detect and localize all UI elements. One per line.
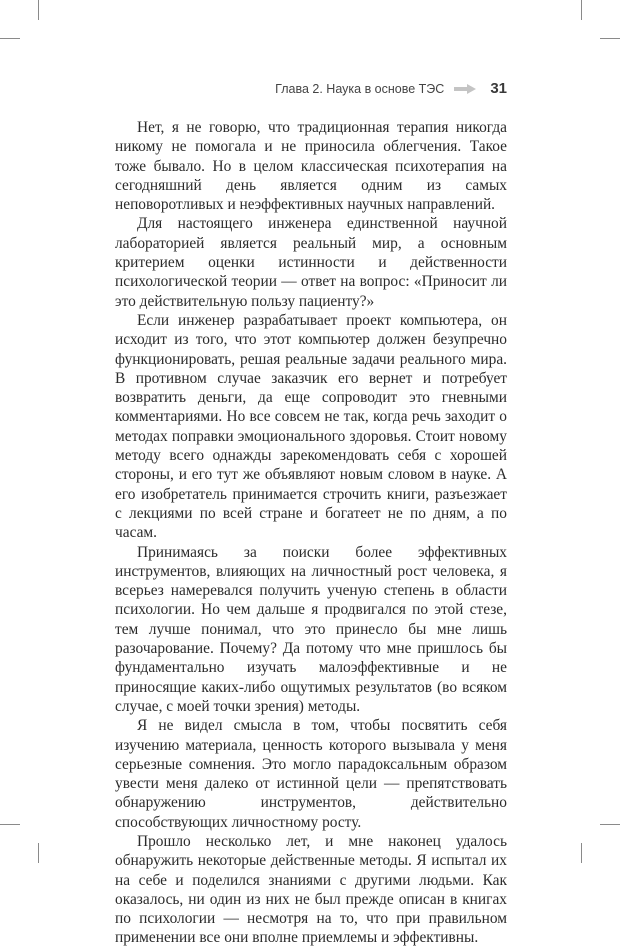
crop-mark — [581, 843, 582, 863]
page-number: 31 — [490, 80, 507, 97]
paragraph: Если инженер разрабатывает проект компьютера, он исходит из того, что этот компьютер должен безупречно функционировать, решая реальные задачи реального мира. В противном случае заказчик его вернет и потребует возвратить деньги, да еще сопроводит это гневными комментариями. Но все совсем не так, когда речь заходит о методах поправки эмоционального здоровья. Стоит новому методу всего однажды зарекомендовать себя с хорошей стороны, и его тут же объявляют новым словом в науке. А его изобретатель принимается строчить книги, разъезжает с лекциями по всей стране и богатеет не по дням, а по часам. — [115, 311, 507, 542]
running-head — [275, 80, 507, 97]
crop-mark — [600, 38, 620, 39]
crop-mark — [38, 0, 39, 20]
crop-mark — [0, 824, 20, 825]
paragraph: Принимаясь за поиски более эффективных инструментов, влияющих на личностный рост человека, я всерьез намеревался получить ученую степень в области психологии. Но чем дальше я продвигался по этой стезе, тем лучше понимал, что это принесло бы мне лишь разочарование. Почему? Да потому что мне пришлось бы фундаментально изучать малоэффективные и не приносящие каких-либо ощутимых результатов (во всяком случае, с моей точки зрения) методы. — [115, 543, 507, 715]
crop-mark — [600, 824, 620, 825]
crop-mark — [0, 38, 20, 39]
body-text — [115, 118, 507, 948]
crop-mark — [581, 0, 582, 20]
paragraph: Прошло несколько лет, и мне наконец удалось обнаружить некоторые действенные методы. Я испытал их на себе и поделился знаниями с другими людьми. Как оказалось, ни один из них не был прежде описан в книгах по психологии — несмотря на то, что при правильном применении все они вполне приемлемы и эффективны. — [115, 832, 507, 947]
paragraph: Нет, я не говорю, что традиционная терапия никогда никому не помогала и не приносила облегчения. Такое тоже бывало. Но в целом классическая психотерапия на сегодняшний день является одним из самых неповоротливых и неэффективных научных направлений. — [115, 119, 507, 214]
paragraph: Я не видел смысла в том, чтобы посвятить себя изучению материала, ценность которого вызывала у меня серьезные сомнения. Это могло парадоксальным образом увести меня далеко от истинной цели — препятствовать обнаружению инструментов, действительно способствующих личностному росту. — [115, 717, 507, 831]
right-arrow-icon — [454, 84, 478, 94]
paragraph: Для настоящего инженера единственной научной лабораторией является реальный мир, а основным критерием оценки истинности и действенности психологической теории — ответ на вопрос: «Приносит ли это действительную пользу пациенту?» — [115, 215, 507, 310]
chapter-title: Глава 2. Наука в основе ТЭС — [275, 81, 445, 96]
crop-mark — [38, 843, 39, 863]
